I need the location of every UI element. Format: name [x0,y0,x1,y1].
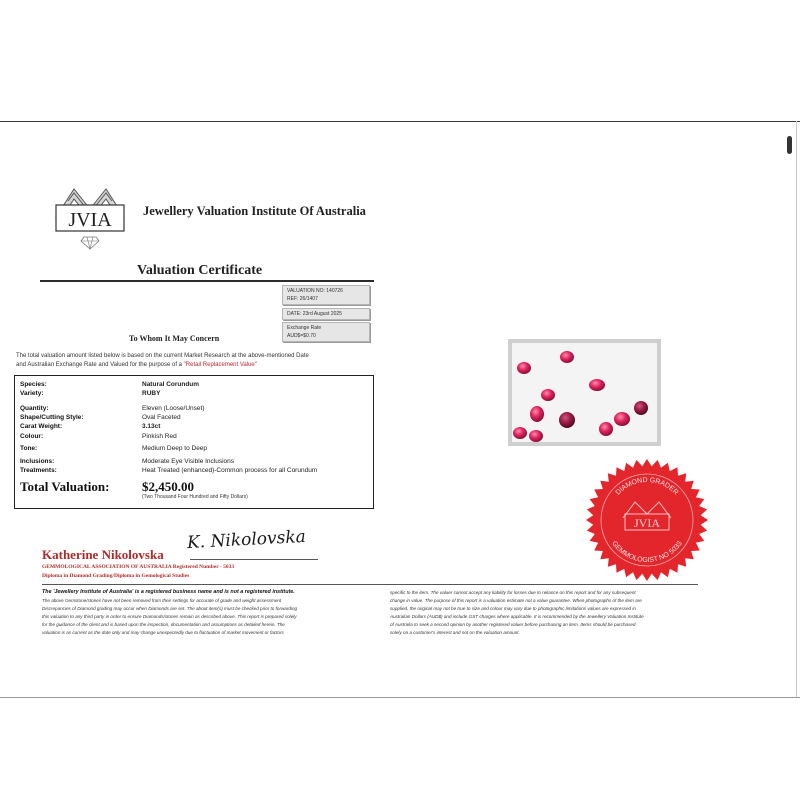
disclaimer-line: valuation is as current as the date only and may change unexpectedly due to fluctuation of market movement or factors [42,630,284,635]
disclaimer-line: The above Gemstone/stones have not been removed from their settings for accurate of grade and weight assessment [42,598,282,603]
organisation-name: Jewellery Valuation Institute Of Australia [143,204,366,218]
exchange-rate-box [282,322,370,342]
spec-value: Eleven (Loose/Unset) [142,405,205,412]
spec-label: Tone: [20,445,38,452]
disclaimer-line: for the guidance of the client and is based upon the inspection, documentation and assumptions as detailed herein. The [42,622,285,627]
reference-number: REF: 26/1407 [287,296,318,302]
valuation-date: DATE: 23rd August 2025 [287,311,342,317]
ruby-gem [560,351,574,363]
valuer-credential-diploma: Diploma in Diamond Grading/Diploma in Gemological Studies [42,573,190,579]
disclaimer-line: specific to the item. The valuer cannot accept any liability for losses due to reliance on this report and for any subsequent [390,590,636,595]
disclaimer-right-column [390,589,700,637]
valuer-signature: K. Nikolovska [186,526,307,554]
top-border-line [0,121,800,122]
retail-replacement-value: "Retail Replacement Value" [183,361,257,368]
spec-value: 3.13ct [142,423,161,430]
spec-label: Treatments: [20,467,57,474]
jvia-logo [50,183,130,258]
ruby-gem [541,389,555,401]
binder-mark [787,136,792,154]
intro-line-2: and Australian Exchange Rate and Valued for the purpose of a [16,361,184,368]
ruby-gem [513,427,527,439]
spec-value: Moderate Eye Visible Inclusions [142,458,235,465]
valuer-credential-registration: GEMMOLOGICAL ASSOCIATION OF AUSTRALIA Registered Number - 5033 [42,564,235,570]
date-box [282,308,370,320]
total-valuation-label: Total Valuation: [20,479,110,494]
valuer-name: Katherine Nikolovska [42,547,164,562]
spec-label: Inclusions: [20,458,55,465]
spec-label: Quantity: [20,405,49,412]
spec-label: Carat Weight: [20,423,63,430]
disclaimer-line: Discrepancies of Diamond grading may occur when Diamonds are set. The about item(s) must be checked prior to forwarding [42,606,298,611]
valuation-number-box [282,285,370,305]
seal-top-text: DIAMOND GRADER [614,476,680,497]
total-valuation-words: (Two Thousand Four Hundred and Fifty Dollars) [142,494,248,500]
disclaimer-line: supplied, the original may not be true to size and colour may vary due to photographic limitations values are expressed in [390,606,636,611]
spec-value: Medium Deep to Deep [142,445,208,452]
signature-line [190,559,318,560]
spec-value: Oval Faceted [142,414,181,421]
ruby-gem [599,422,613,436]
disclaimer-divider [42,584,698,585]
total-valuation-amount: $2,450.00 [142,479,194,494]
spec-value: Natural Corundum [142,381,200,388]
right-edge-line [796,121,797,697]
ruby-gem [530,406,544,422]
ruby-gem [517,362,531,374]
diamond-grader-seal [585,458,709,587]
valuation-number: VALUATION NO: 140726 [287,288,343,294]
exchange-rate-label: Exchange Rate [287,325,322,331]
ruby-gem [529,430,543,442]
certificate-title: Valuation Certificate [137,263,263,278]
bottom-border-line [0,697,800,698]
intro-line-1: The total valuation amount listed below is based on the current Market Research at the above-mentioned Date [16,353,309,359]
diamond-icon [81,237,99,249]
disclaimer-line: of Australia to seek a second opinion by another registered valuer before purchasing an item. Items should be purchased [390,622,636,627]
spec-value: Pinkish Red [142,433,177,440]
rubies-image [512,343,657,442]
spec-label: Species: [20,381,47,388]
disclaimer-heading: The 'Jewellery Institute of Australia' is a registered business name and is not a registered institute. [42,589,295,595]
salutation: To Whom It May Concern [129,334,220,343]
ruby-gem [634,401,648,415]
spec-value: RUBY [142,390,161,397]
disclaimer-line: change in value. The purpose of this report is a valuation estimate not a value guarantee. When photographs of the item are [390,598,642,603]
intro-paragraph [16,352,376,369]
seal-center-text: JVIA [634,516,660,530]
spec-label: Colour: [20,433,44,440]
ruby-gem [614,412,630,426]
ruby-gem [559,412,575,428]
exchange-rate-value: AUD$=$0.70 [287,333,316,339]
seal-bottom-text: GEMMOLOGIST NO 5033 [610,540,684,565]
disclaimer-line: solely on a customer's interest and not on the valuation amount. [390,630,520,635]
disclaimer-line: Australian Dollars (AUD$) and include GST charges where applicable. It is recommended by the Jewellery Valuation Institute [390,614,644,619]
disclaimer-line: this valuation to any third party in order to ensure Diamonds/stones remain as described above. This report is prepared solely [42,614,297,619]
ruby-gem [589,379,605,391]
spec-value: Heat Treated (enhanced)-Common process for all Corundum [142,467,318,474]
disclaimer-left-column [42,597,380,637]
spec-label: Variety: [20,390,44,397]
logo-text: JVIA [68,209,112,231]
gemstone-photo [508,339,661,446]
spec-label: Shape/Cutting Style: [20,414,84,421]
title-underline [40,280,374,282]
